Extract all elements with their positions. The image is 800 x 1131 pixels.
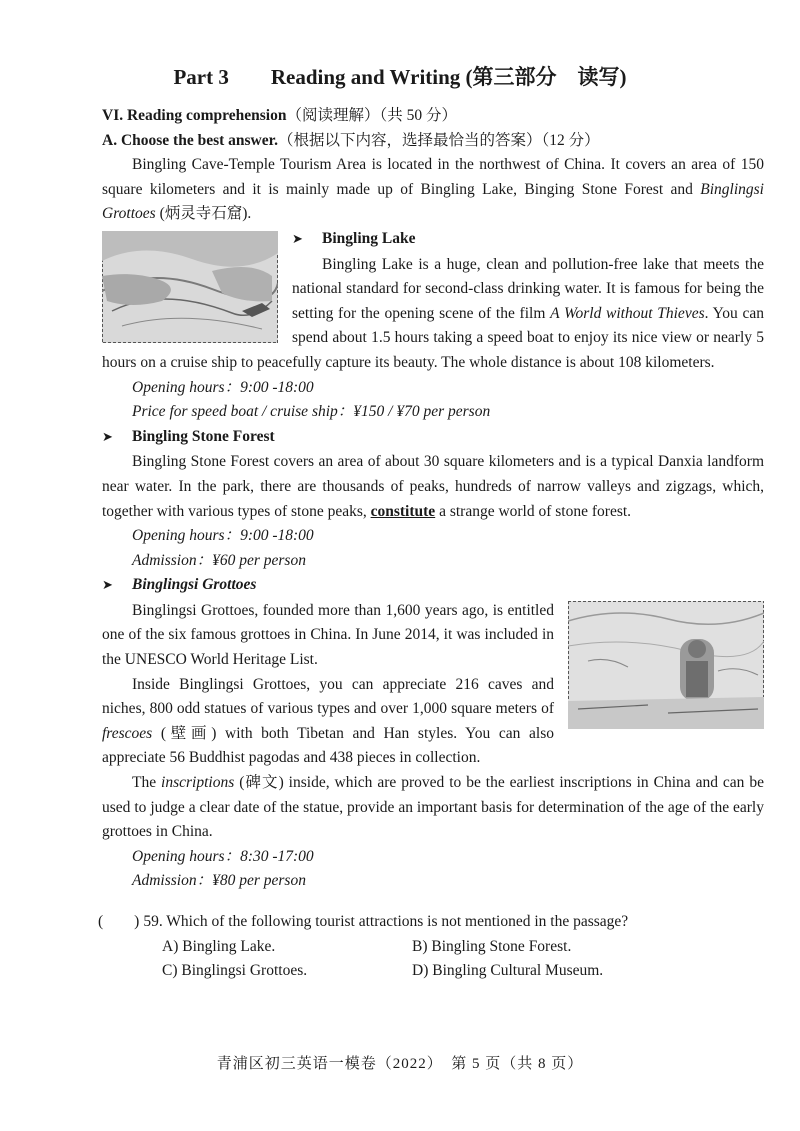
lake-hours: Opening hours：9:00 -18:00 (132, 378, 314, 396)
inscriptions-cn: (碑文) (234, 774, 284, 792)
subsection-title (102, 129, 764, 154)
grottoes-text-1: Inside Binglingsi Grottoes, you can appreciate 216 caves and niches, 800 odd statues of various types and over 1,000 square meters of (102, 675, 554, 718)
subsection-title-cn: （根据以下内容，选择最恰当的答案）（12 分） (277, 131, 600, 149)
forest-hours: Opening hours：9:00 -18:00 (132, 527, 314, 545)
question-stem (98, 910, 764, 935)
answer-options (162, 935, 764, 984)
option-c[interactable]: C) Binglingsi Grottoes. (162, 962, 308, 980)
lake-film-title: A World without Thieves (550, 304, 705, 322)
grottoes-paragraph-1: Binglingsi Grottoes, founded more than 1,600 years ago, is entitled one of the six famous grottoes in China. In June 2014, it was included in the UNESCO World Heritage List. (102, 601, 554, 669)
grottoes-text-2: with both Tibetan and Han styles. You can also appreciate 56 Buddhist pagodas and 438 pieces in collection. (102, 724, 554, 767)
grottoes-photo (568, 601, 764, 729)
question-text: 59. Which of the following tourist attractions is not mentioned in the passage? (143, 913, 629, 930)
page-footer: 青浦区初三英语一模卷（2022） 第 5 页（共 8 页） (216, 1056, 584, 1072)
intro-text: Bingling Cave-Temple Tourism Area is located in the northwest of China. It covers an area of 150 square kilometers and it is mainly made up of Bingling Lake, Binging Stone Forest and (102, 156, 764, 198)
question-59 (98, 910, 764, 984)
grottoes-text-4: inside, which are proved to be the earliest inscriptions in China and can be used to judge a clear date of the statue, provide an important basis for determination of the age of the early grottoes in China. (102, 774, 764, 841)
forest-admission: Admission：¥60 per person (132, 551, 306, 569)
option-a[interactable]: A) Bingling Lake. (162, 937, 276, 955)
grottoes-admission: Admission：¥80 per person (132, 872, 306, 890)
answer-bracket[interactable]: ( ) (98, 913, 140, 930)
intro-italic-term: Binglingsi Grottoes (102, 180, 764, 223)
grottoes-heading (102, 573, 764, 599)
lake-text-2: . You can spend about 1.5 hours taking a speed boat to enjoy its nice view or nearly 5 hours on a cruise ship to peacefully capture its beauty. The whole distance is about 108 kilometers. (102, 304, 764, 371)
content (98, 104, 764, 984)
grottoes-text-3: The (132, 774, 162, 792)
section-title (102, 104, 764, 129)
intro-term-cn: (炳灵寺石窟). (155, 205, 252, 223)
lake-price: Price for speed boat / cruise ship：¥150 / ¥70 per person (132, 403, 491, 421)
frescoes-term: frescoes (102, 724, 153, 742)
page-title (0, 62, 800, 92)
lake-photo (102, 231, 278, 343)
grottoes-photo-drawing (568, 601, 764, 729)
arrow-bullet-icon: ➤ (102, 578, 113, 594)
subsection-title-en: A. Choose the best answer. (102, 131, 278, 149)
option-d[interactable]: D) Bingling Cultural Museum. (412, 962, 604, 980)
intro-paragraph (102, 153, 764, 227)
forest-heading-text: Bingling Stone Forest (132, 427, 275, 445)
arrow-bullet-icon: ➤ (102, 429, 113, 445)
lake-text-1: Bingling Lake is a huge, clean and pollution-free lake that meets the national standard for second-class drinking water. It is famous for being the setting for the opening scene of the film (292, 255, 764, 322)
forest-paragraph (102, 450, 764, 524)
forest-heading (102, 425, 764, 451)
frescoes-cn: (壁画) (152, 724, 217, 742)
option-b[interactable]: B) Bingling Stone Forest. (412, 937, 572, 955)
lake-heading-text: Bingling Lake (322, 229, 416, 247)
grottoes-heading-text: Binglingsi Grottoes (132, 576, 257, 594)
lake-photo-drawing (102, 231, 278, 343)
forest-text-1: Bingling Stone Forest covers an area of about 30 square kilometers and is a typical Danxia landform near water. In the park, there are thousands of peaks, hundreds of narrow valleys and zigzags, which, together with various types of stone peaks, (102, 453, 764, 520)
grottoes-hours: Opening hours：8:30 -17:00 (132, 847, 314, 865)
section-title-en: VI. Reading comprehension (102, 107, 287, 124)
part-label: Part 3 (173, 65, 229, 89)
part-title: Reading and Writing (第三部分 读写) (270, 65, 627, 89)
section-title-cn: （阅读理解）（共 50 分） (286, 107, 457, 124)
forest-text-2: a strange world of stone forest. (435, 502, 632, 520)
grottoes-paragraph-3 (102, 771, 764, 845)
forest-underlined-word: constitute (370, 502, 436, 520)
arrow-bullet-icon: ➤ (292, 231, 303, 247)
inscriptions-term: inscriptions (161, 774, 235, 792)
